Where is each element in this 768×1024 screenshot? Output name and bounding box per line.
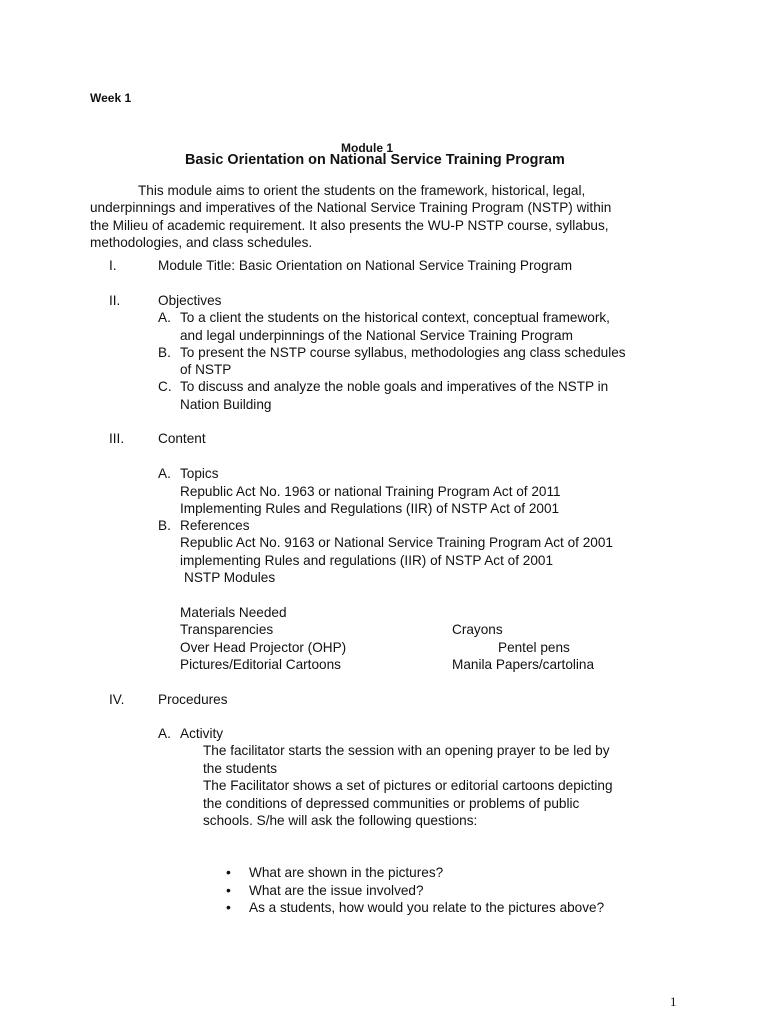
topics-letter: A. xyxy=(158,466,171,481)
activity-text: the conditions of depressed communities or problems of public xyxy=(203,796,580,811)
procedures-heading: Procedures xyxy=(158,692,228,707)
objectives-heading: Objectives xyxy=(158,293,222,308)
reference-item: Republic Act No. 9163 or National Service Training Program Act of 2001 xyxy=(180,535,613,550)
bullet-icon: • xyxy=(226,899,231,915)
intro-paragraph xyxy=(90,182,677,251)
reference-item: implementing Rules and regulations (IIR) of NSTP Act of 2001 xyxy=(180,553,554,568)
objective-text: To a client the students on the historical context, conceptual framework, xyxy=(180,310,610,325)
page-number: 1 xyxy=(670,994,677,1009)
bullet-icon: • xyxy=(226,882,231,898)
question-item: What are shown in the pictures? xyxy=(249,865,444,880)
activity-letter: A. xyxy=(158,726,171,741)
question-item: As a students, how would you relate to the pictures above? xyxy=(249,900,605,915)
material-item: Transparencies xyxy=(180,622,274,637)
section-numeral: I. xyxy=(109,258,117,273)
materials-heading: Materials Needed xyxy=(180,605,287,620)
section-numeral: II. xyxy=(109,293,121,308)
objective-letter: C. xyxy=(158,379,172,394)
bullet-icon: • xyxy=(226,864,231,880)
section-numeral: III. xyxy=(109,431,125,446)
topic-item: Republic Act No. 1963 or national Training Program Act of 2011 xyxy=(180,484,561,499)
objective-text: Nation Building xyxy=(180,397,272,412)
reference-item: NSTP Modules xyxy=(184,570,276,585)
topics-label: Topics xyxy=(180,466,219,481)
activity-text: the students xyxy=(203,761,278,776)
week-label: Week 1 xyxy=(90,91,132,105)
section-numeral: IV. xyxy=(109,692,125,707)
intro-line: This module aims to orient the students on the framework, historical, legal, xyxy=(138,183,586,198)
page-title: Basic Orientation on National Service Training Program xyxy=(185,152,565,168)
material-item: Crayons xyxy=(452,622,503,637)
references-label: References xyxy=(180,518,250,533)
activity-text: The facilitator starts the session with an opening prayer to be led by xyxy=(203,743,610,758)
topic-item: Implementing Rules and Regulations (IIR) of NSTP Act of 2001 xyxy=(180,501,560,516)
material-item: Over Head Projector (OHP) xyxy=(180,640,347,655)
objective-text: of NSTP xyxy=(180,362,232,377)
objective-letter: A. xyxy=(158,310,171,325)
intro-line: the Milieu of academic requirement. It also presents the WU-P NSTP course, syllabus, xyxy=(90,217,609,233)
objective-text: To present the NSTP course syllabus, methodologies ang class schedules xyxy=(180,345,626,360)
references-letter: B. xyxy=(158,518,171,533)
objective-text: To discuss and analyze the noble goals and imperatives of the NSTP in xyxy=(180,379,609,394)
intro-line: underpinnings and imperatives of the National Service Training Program (NSTP) within xyxy=(90,200,612,216)
material-item: Pictures/Editorial Cartoons xyxy=(180,657,341,672)
intro-line: methodologies, and class schedules. xyxy=(90,234,313,250)
activity-text: schools. S/he will ask the following questions: xyxy=(203,813,478,828)
material-item: Manila Papers/cartolina xyxy=(452,657,595,672)
module-number: Module 1 xyxy=(341,141,394,155)
question-item: What are the issue involved? xyxy=(249,883,424,898)
objective-letter: B. xyxy=(158,345,171,360)
activity-label: Activity xyxy=(180,726,224,741)
material-item: Pentel pens xyxy=(498,640,570,655)
module-title-line: Module Title: Basic Orientation on National Service Training Program xyxy=(158,258,573,273)
activity-text: The Facilitator shows a set of pictures or editorial cartoons depicting xyxy=(203,778,613,793)
objective-text: and legal underpinnings of the National Service Training Program xyxy=(180,328,573,343)
content-heading: Content xyxy=(158,431,206,446)
